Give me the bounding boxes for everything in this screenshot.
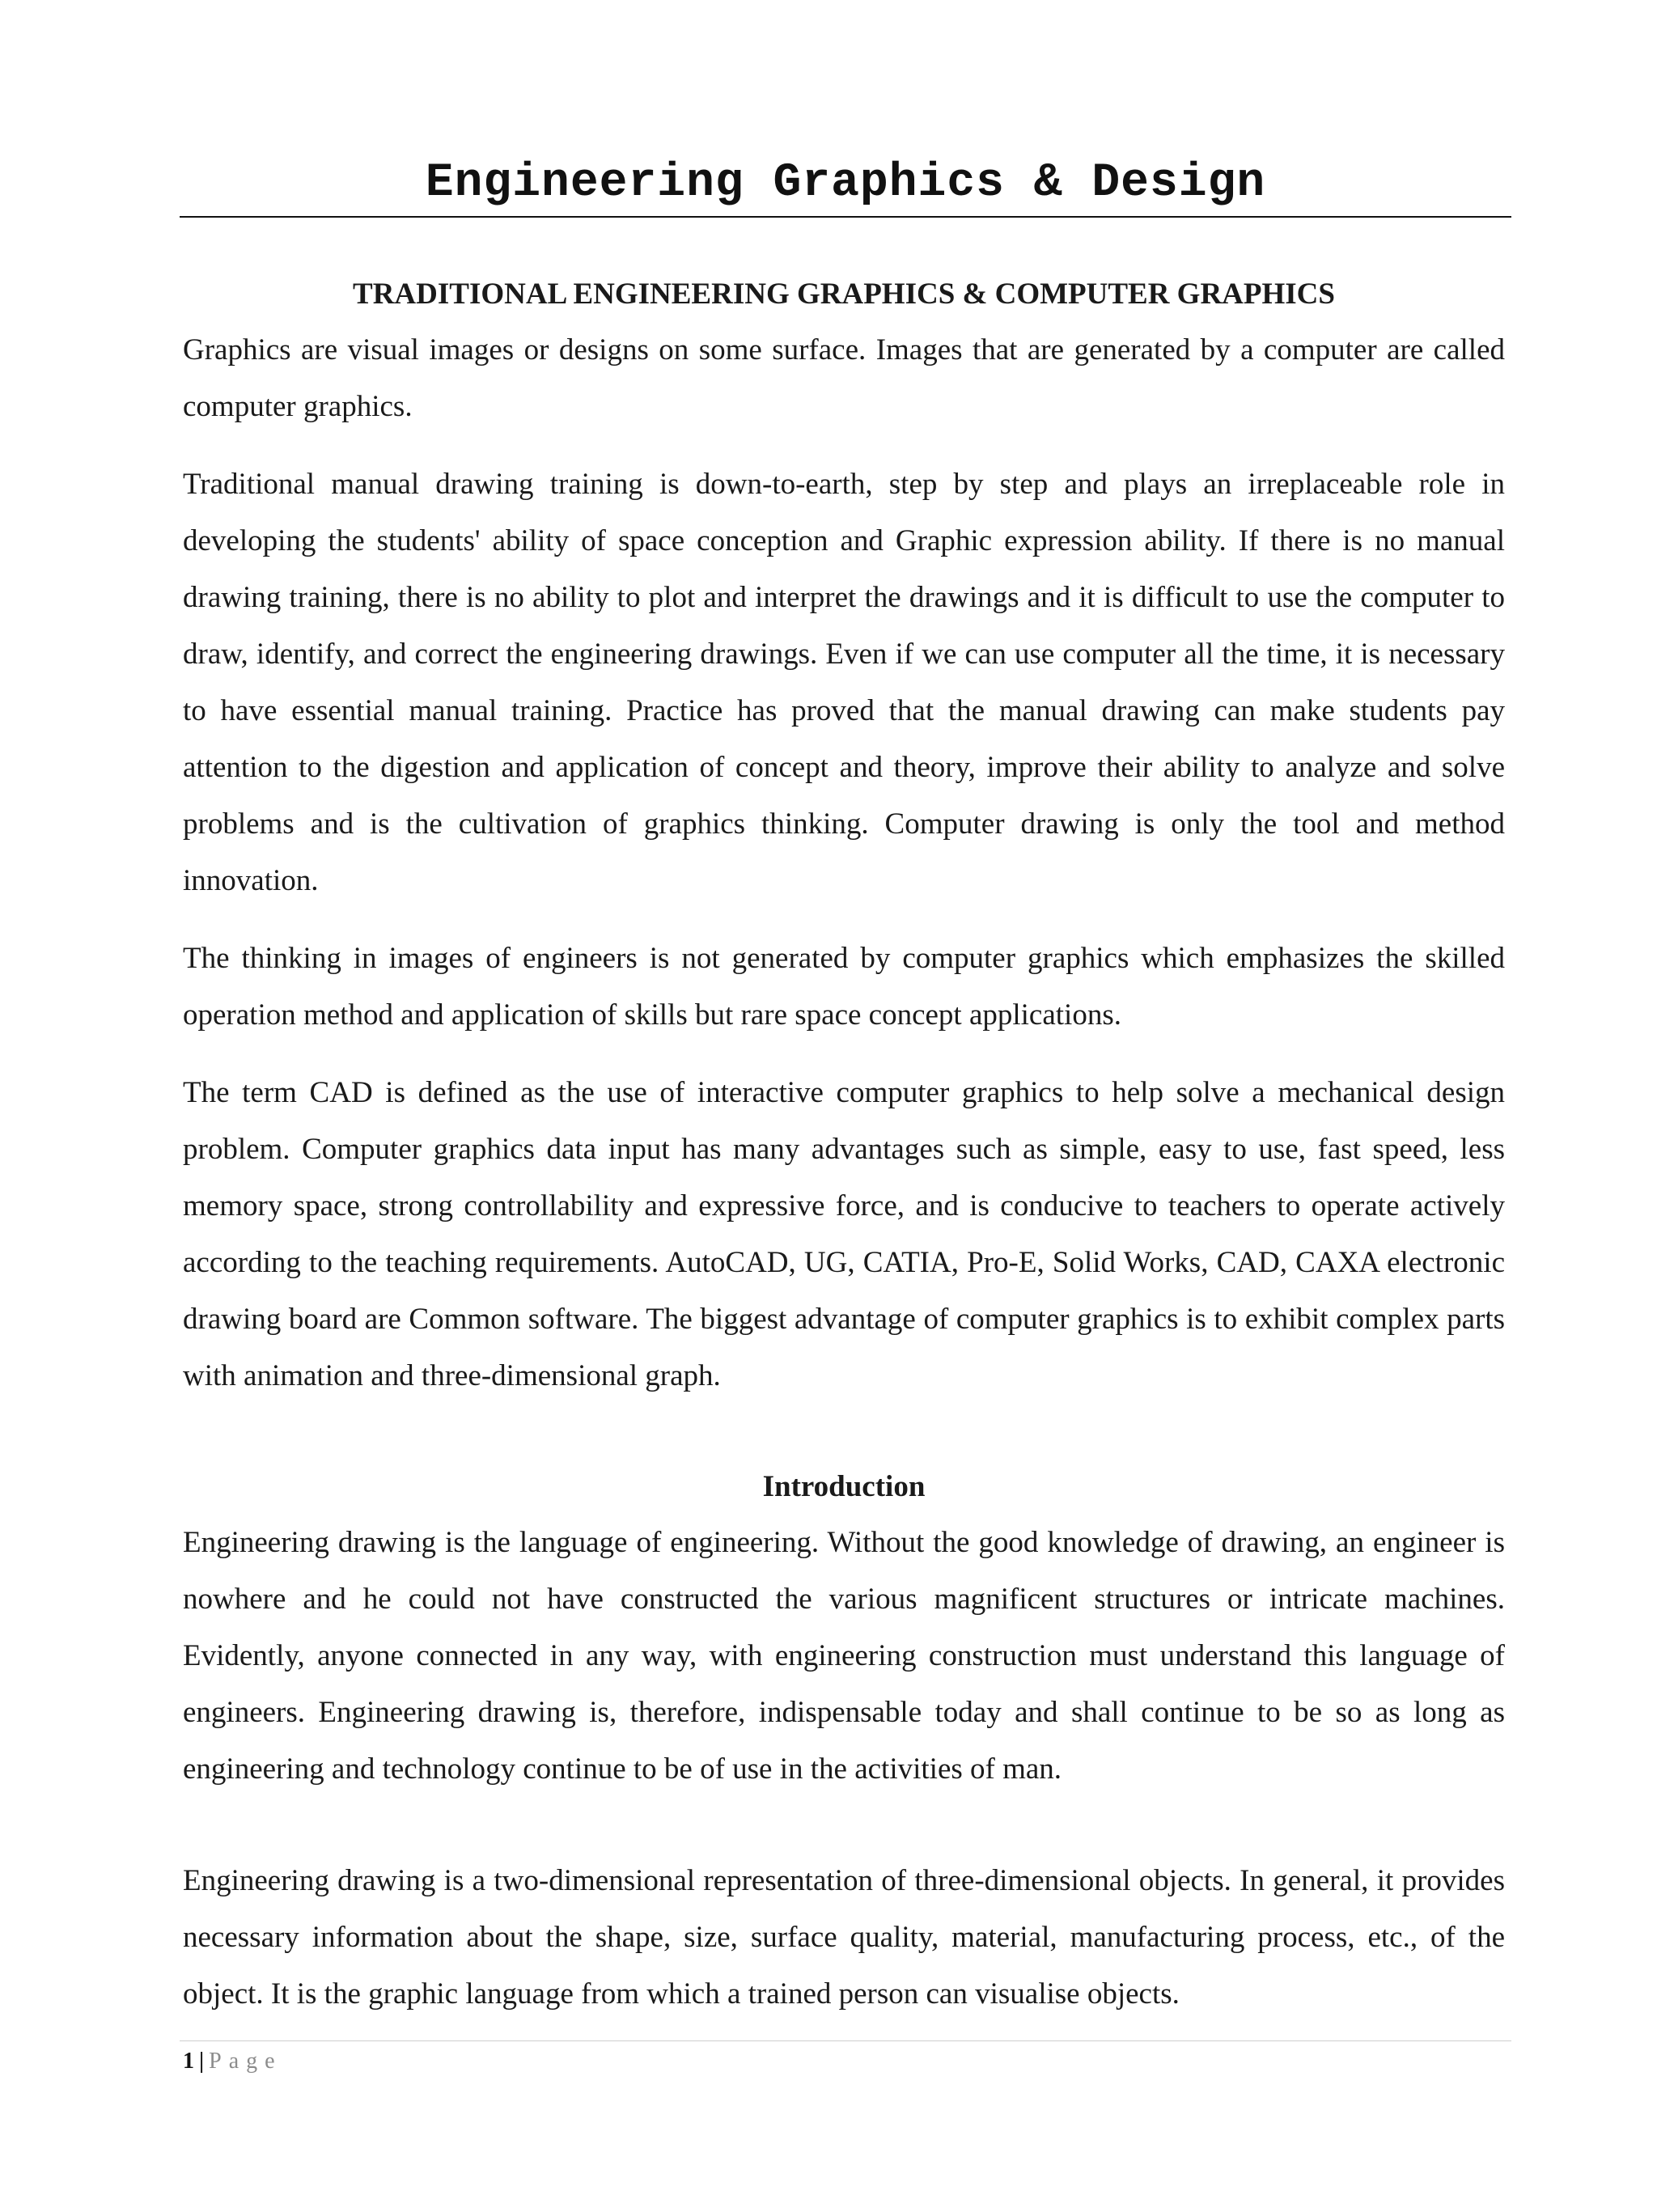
- title-underline: [180, 216, 1511, 218]
- page-label: Page: [209, 2049, 282, 2074]
- section-heading-introduction: Introduction: [762, 1470, 926, 1503]
- paragraph-thinking-in-images: The thinking in images of engineers is not generated by computer graphics which emphasizes the skilled operation method and application of skills but rare space concept applications.: [183, 942, 1505, 1032]
- page-footer: [183, 2045, 282, 2078]
- paragraph-language-of-engineering: Engineering drawing is the language of engineering. Without the good knowledge of drawing, an engineer is nowhere and he could not have constructed the various magnificent structures or intricate machines. Evidently, anyone connected in any way, with engineering construction must understand this language of engineers. Engineering drawing is, therefore, indispensable today and shall continue to be so as long as engineering and technology continue to be of use in the activities of man.: [183, 1526, 1505, 1786]
- document-body: [183, 267, 1505, 2023]
- paragraph-two-dimensional: Engineering drawing is a two-dimensional representation of three-dimensional objects. In general, it provides necessary information about the shape, size, surface quality, material, manufacturing process, etc., of the object. It is the graphic language from which a trained person can visualise objects.: [183, 1864, 1505, 2011]
- paragraph-manual-drawing: Traditional manual drawing training is down-to-earth, step by step and plays an irreplaceable role in developing the students' ability of space conception and Graphic expression ability. If there is no manual drawing training, there is no ability to plot and interpret the drawings and it is difficult to use the computer to draw, identify, and correct the engineering drawings. Even if we can use computer all the time, it is necessary to have essential manual training. Practice has proved that the manual drawing can make students pay attention to the digestion and application of concept and theory, improve their ability to analyze and solve problems and is the cultivation of graphics thinking. Computer drawing is only the tool and method innovation.: [183, 468, 1505, 897]
- document-title: Engineering Graphics & Design: [425, 157, 1266, 210]
- section-heading-traditional: TRADITIONAL ENGINEERING GRAPHICS & COMPUTER GRAPHICS: [353, 278, 1335, 311]
- paragraph-cad-definition: The term CAD is defined as the use of interactive computer graphics to help solve a mechanical design problem. Computer graphics data input has many advantages such as simple, easy to use, fast speed, less memory space, strong controllability and expressive force, and is conducive to teachers to operate actively according to the teaching requirements. AutoCAD, UG, CATIA, Pro-E, Solid Works, CAD, CAXA electronic drawing board are Common software. The biggest advantage of computer graphics is to exhibit complex parts with animation and three-dimensional graph.: [183, 1076, 1505, 1392]
- page-number: 1: [183, 2049, 194, 2074]
- footer-divider: [180, 2040, 1511, 2041]
- paragraph-graphics-definition: Graphics are visual images or designs on some surface. Images that are generated by a computer are called computer graphics.: [183, 333, 1505, 423]
- footer-separator: |: [199, 2049, 205, 2074]
